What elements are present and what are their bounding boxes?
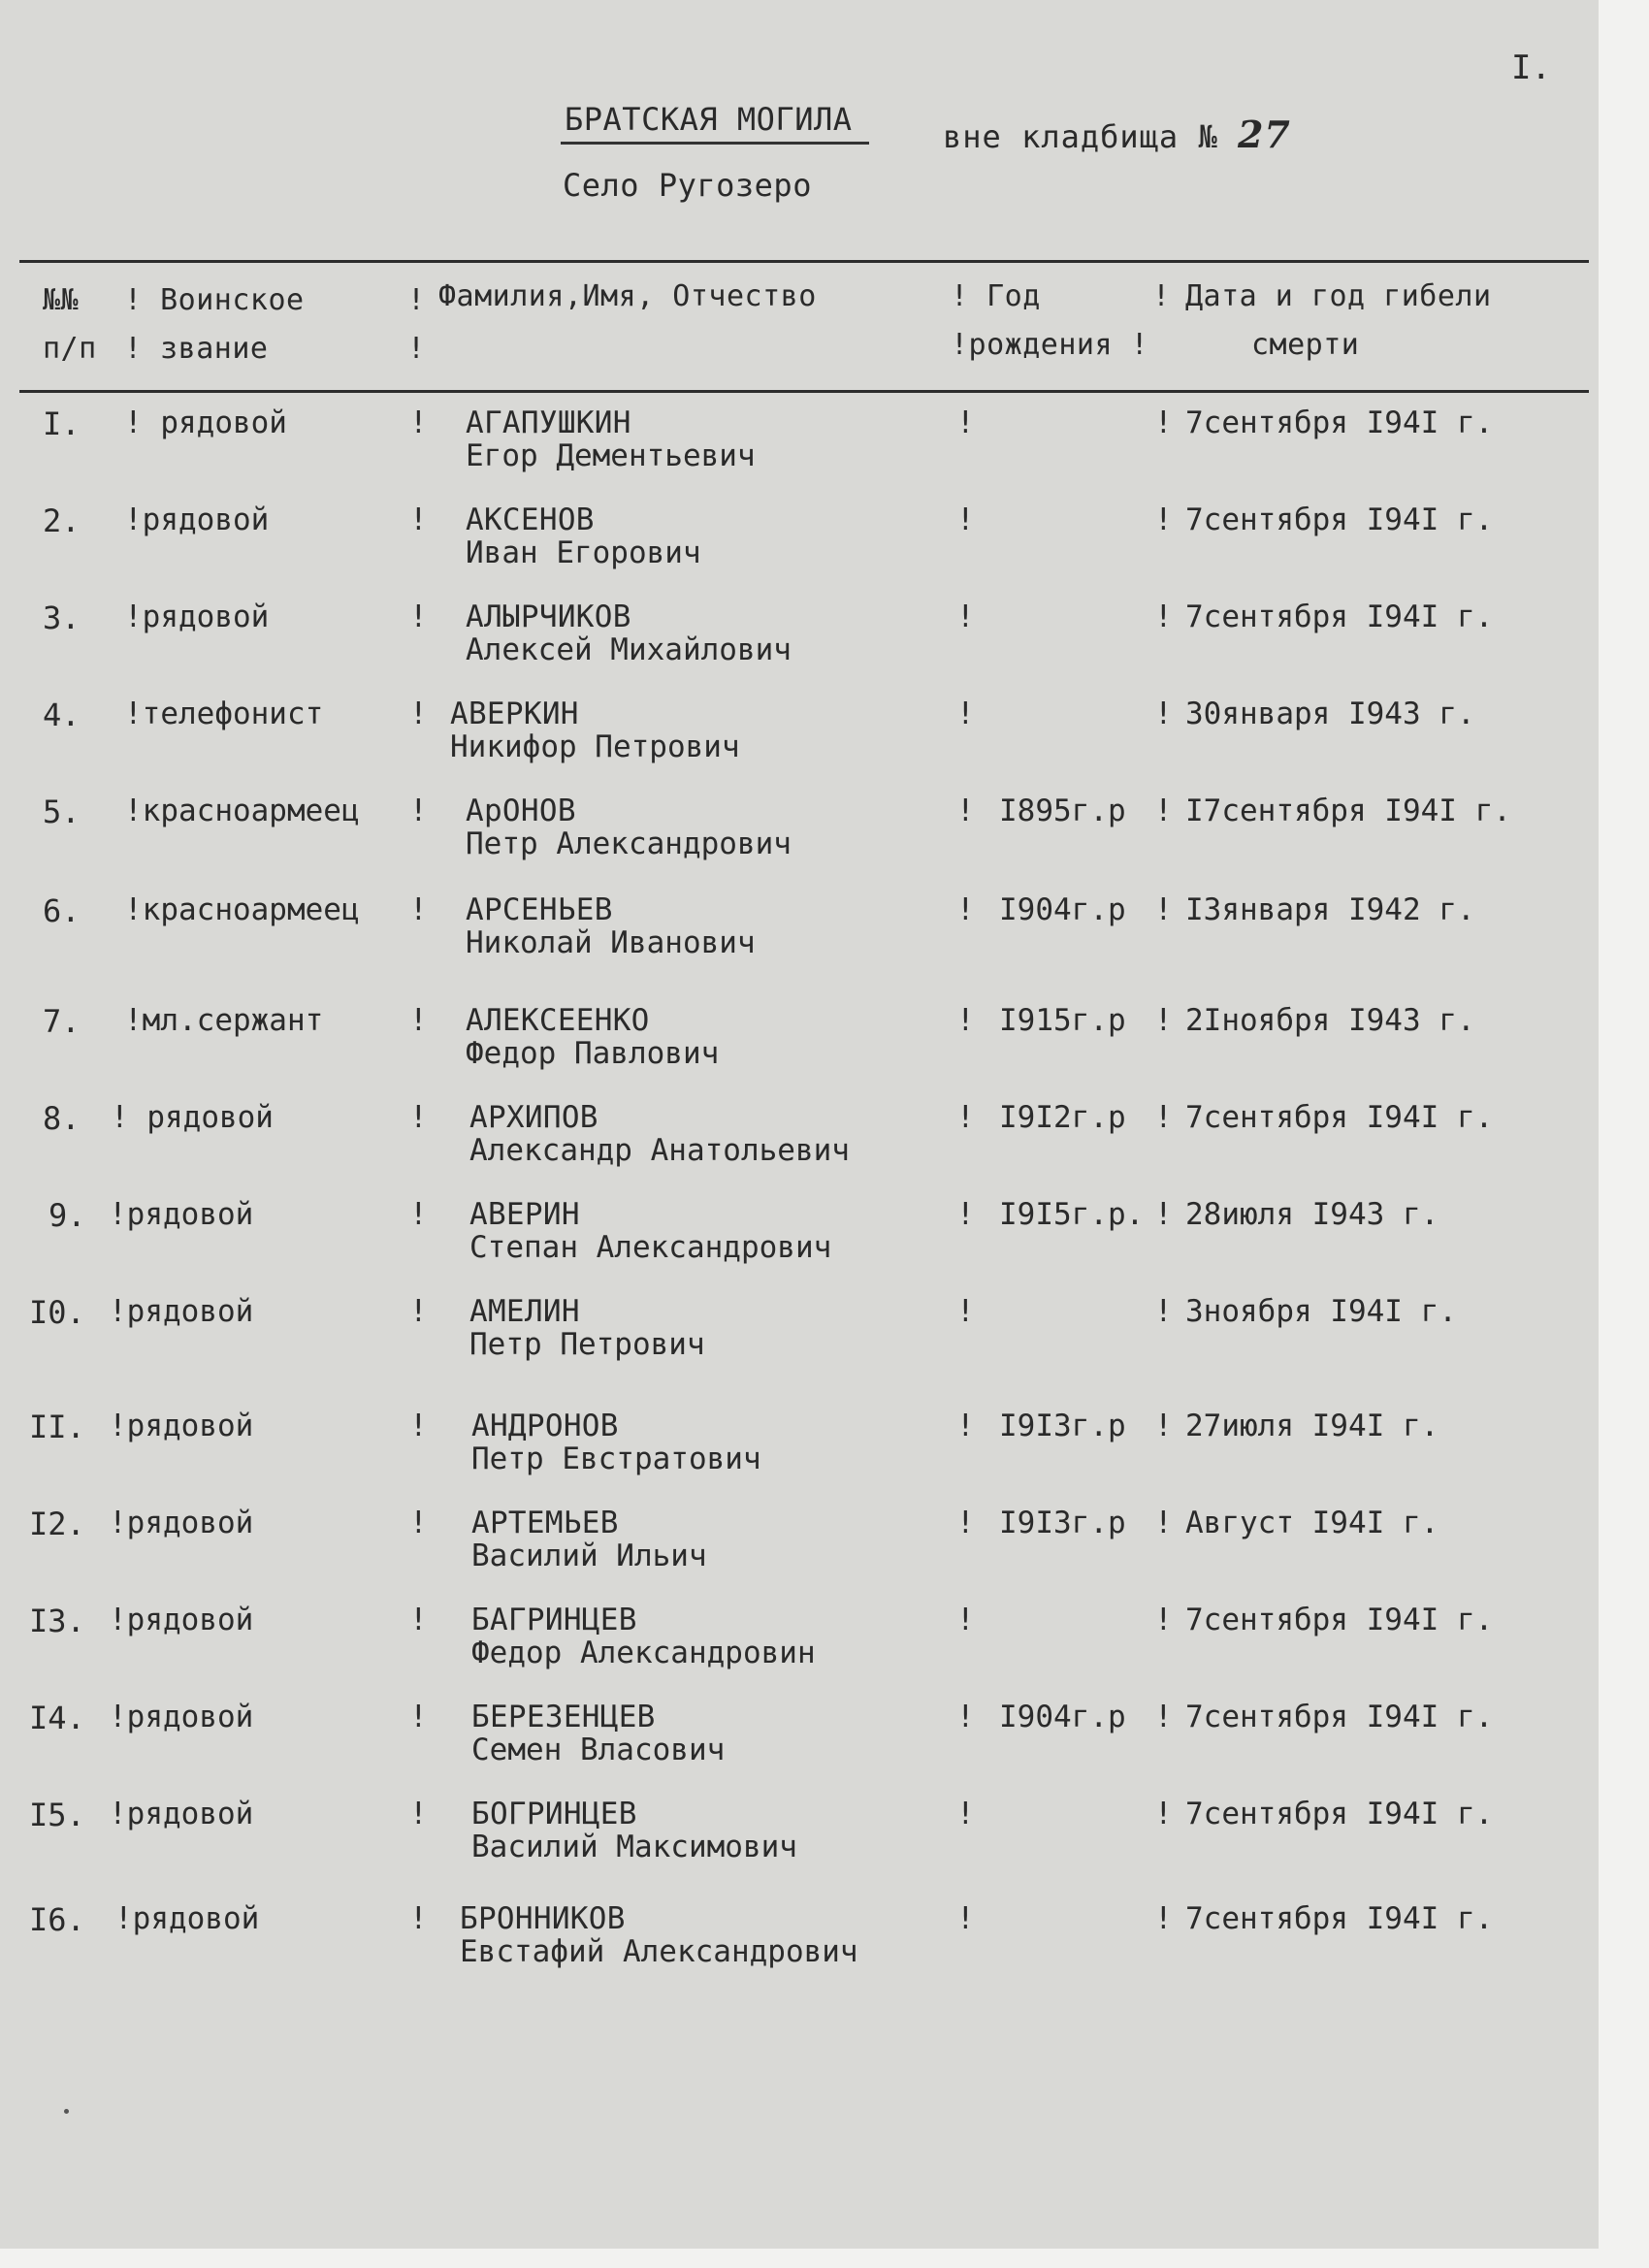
header-death-sep: ! bbox=[1152, 279, 1171, 313]
row-number: 4. bbox=[43, 697, 81, 733]
row-number: 7. bbox=[43, 1003, 81, 1040]
header-rank-line2: ! звание bbox=[124, 332, 269, 366]
row-death-date: 7сентября I94I г. bbox=[1185, 405, 1494, 440]
row-death-date: 7сентября I94I г. bbox=[1185, 502, 1494, 537]
row-separator: ! bbox=[956, 697, 975, 731]
row-separator: ! bbox=[409, 697, 428, 731]
table-row bbox=[0, 1003, 1649, 1092]
row-rank: ! рядовой bbox=[124, 405, 287, 440]
row-separator: ! bbox=[1154, 1294, 1173, 1329]
row-rank: !телефонист bbox=[124, 697, 324, 731]
row-separator: ! bbox=[1154, 1797, 1173, 1831]
header-name: Фамилия,Имя, Отчество bbox=[438, 279, 817, 313]
table-row bbox=[0, 794, 1649, 883]
row-death-date: I7сентября I94I г. bbox=[1185, 794, 1511, 828]
row-rank: !мл.сержант bbox=[124, 1003, 324, 1038]
row-death-date: 7сентября I94I г. bbox=[1185, 1603, 1494, 1637]
row-separator: ! bbox=[409, 1506, 428, 1540]
row-separator: ! bbox=[1154, 1700, 1173, 1734]
village-name: Село Ругозеро bbox=[563, 167, 812, 204]
row-death-date: 7сентября I94I г. bbox=[1185, 599, 1494, 634]
table-row bbox=[0, 1901, 1649, 1991]
row-given-name: Александр Анатольевич bbox=[469, 1133, 850, 1168]
row-death-date: 28июля I943 г. bbox=[1185, 1197, 1439, 1232]
cemetery-number: 27 bbox=[1237, 113, 1291, 156]
table-row bbox=[0, 1197, 1649, 1286]
table-row bbox=[0, 697, 1649, 786]
table-row bbox=[0, 1294, 1649, 1383]
row-surname: АВЕРИН bbox=[469, 1197, 580, 1232]
row-rank: !рядовой bbox=[109, 1797, 254, 1831]
table-row bbox=[0, 405, 1649, 495]
row-given-name: Петр Петрович bbox=[469, 1327, 705, 1362]
row-given-name: Федор Павлович bbox=[466, 1036, 720, 1071]
row-surname: АМЕЛИН bbox=[469, 1294, 580, 1329]
row-separator: ! bbox=[1154, 405, 1173, 440]
table-row bbox=[0, 1797, 1649, 1886]
row-surname: БЕРЕЗЕНЦЕВ bbox=[471, 1700, 656, 1734]
row-separator: ! bbox=[409, 892, 428, 927]
row-separator: ! bbox=[409, 1003, 428, 1038]
row-death-date: 7сентября I94I г. bbox=[1185, 1901, 1494, 1936]
row-number: I0. bbox=[29, 1294, 85, 1331]
header-birth-line2: !рождения ! bbox=[951, 328, 1149, 362]
row-rank: !рядовой bbox=[109, 1603, 254, 1637]
row-separator: ! bbox=[956, 405, 975, 440]
row-number: I5. bbox=[29, 1797, 85, 1833]
row-surname: БАГРИНЦЕВ bbox=[471, 1603, 637, 1637]
table-row bbox=[0, 502, 1649, 592]
header-num-line2: п/п bbox=[43, 332, 97, 366]
row-separator: ! bbox=[956, 599, 975, 634]
row-separator: ! bbox=[956, 1901, 975, 1936]
table-header-rule bbox=[19, 390, 1589, 393]
row-separator: ! bbox=[956, 1603, 975, 1637]
row-rank: !рядовой bbox=[109, 1197, 254, 1232]
document-title: БРАТСКАЯ МОГИЛА bbox=[565, 101, 853, 138]
row-separator: ! bbox=[1154, 1003, 1173, 1038]
row-rank: ! рядовой bbox=[111, 1100, 274, 1135]
header-num-line1: №№ bbox=[43, 283, 80, 317]
row-separator: ! bbox=[1154, 1506, 1173, 1540]
row-number: I3. bbox=[29, 1603, 85, 1639]
row-separator: ! bbox=[956, 1294, 975, 1329]
page-number: I. bbox=[1511, 49, 1551, 87]
header-rank-line1: ! Воинское bbox=[124, 283, 305, 317]
row-given-name: Степан Александрович bbox=[469, 1230, 832, 1265]
row-separator: ! bbox=[956, 1409, 975, 1443]
row-rank: !рядовой bbox=[124, 599, 270, 634]
row-given-name: Никифор Петрович bbox=[450, 729, 740, 764]
row-rank: !рядовой bbox=[109, 1409, 254, 1443]
row-surname: АВЕРКИН bbox=[450, 697, 579, 731]
row-surname: АЛЫРЧИКОВ bbox=[466, 599, 631, 634]
row-death-date: 30января I943 г. bbox=[1185, 697, 1475, 731]
row-rank: !красноармеец bbox=[124, 892, 360, 927]
row-separator: ! bbox=[409, 1100, 428, 1135]
table-row bbox=[0, 599, 1649, 689]
row-given-name: Петр Евстратович bbox=[471, 1442, 761, 1476]
table-row bbox=[0, 1700, 1649, 1789]
row-separator: ! bbox=[1154, 1197, 1173, 1232]
cemetery-label bbox=[943, 113, 1291, 156]
row-rank: !красноармеец bbox=[124, 794, 360, 828]
row-number: 6. bbox=[43, 892, 81, 929]
title-underline bbox=[561, 142, 869, 145]
row-birth-year: I9I5г.р. bbox=[999, 1197, 1145, 1232]
cemetery-label-text: вне кладбища № bbox=[943, 118, 1218, 155]
row-death-date: 7сентября I94I г. bbox=[1185, 1100, 1494, 1135]
row-given-name: Федор Александровин bbox=[471, 1636, 816, 1670]
row-birth-year: I904г.р bbox=[999, 1700, 1126, 1734]
row-given-name: Алексей Михайлович bbox=[466, 632, 792, 667]
header-death-line2: смерти bbox=[1251, 328, 1360, 362]
row-number: 2. bbox=[43, 502, 81, 539]
row-separator: ! bbox=[409, 1901, 428, 1936]
row-birth-year: I9I3г.р bbox=[999, 1506, 1126, 1540]
row-separator: ! bbox=[1154, 1100, 1173, 1135]
row-given-name: Егор Дементьевич bbox=[466, 438, 756, 473]
row-number: II. bbox=[29, 1409, 85, 1445]
row-birth-year: I904г.р bbox=[999, 892, 1126, 927]
row-separator: ! bbox=[409, 1603, 428, 1637]
row-death-date: 27июля I94I г. bbox=[1185, 1409, 1439, 1443]
row-separator: ! bbox=[1154, 892, 1173, 927]
table-row bbox=[0, 1506, 1649, 1595]
row-rank: !рядовой bbox=[124, 502, 270, 537]
row-separator: ! bbox=[409, 1409, 428, 1443]
row-separator: ! bbox=[409, 599, 428, 634]
header-name-sep2: ! bbox=[407, 332, 426, 366]
header-death-line1: Дата и год гибели bbox=[1185, 279, 1492, 313]
row-death-date: 3ноября I94I г. bbox=[1185, 1294, 1457, 1329]
row-number: I. bbox=[43, 405, 81, 442]
row-surname: АЛЕКСЕЕНКО bbox=[466, 1003, 650, 1038]
row-separator: ! bbox=[409, 1700, 428, 1734]
row-birth-year: I9I3г.р bbox=[999, 1409, 1126, 1443]
row-separator: ! bbox=[1154, 1901, 1173, 1936]
row-birth-year: I895г.р bbox=[999, 794, 1126, 828]
row-surname: АРХИПОВ bbox=[469, 1100, 598, 1135]
row-surname: АКСЕНОВ bbox=[466, 502, 595, 537]
row-death-date: 7сентября I94I г. bbox=[1185, 1700, 1494, 1734]
row-number: I4. bbox=[29, 1700, 85, 1736]
row-surname: БРОННИКОВ bbox=[460, 1901, 626, 1936]
row-given-name: Николай Иванович bbox=[466, 925, 756, 960]
row-separator: ! bbox=[409, 1294, 428, 1329]
row-surname: АрОНОВ bbox=[466, 794, 576, 828]
row-birth-year: I9I2г.р bbox=[999, 1100, 1126, 1135]
row-number: 8. bbox=[43, 1100, 81, 1137]
row-separator: ! bbox=[956, 794, 975, 828]
row-number: 9. bbox=[48, 1197, 86, 1234]
row-separator: ! bbox=[956, 1197, 975, 1232]
row-separator: ! bbox=[409, 1797, 428, 1831]
row-given-name: Семен Власович bbox=[471, 1733, 726, 1767]
row-separator: ! bbox=[409, 1197, 428, 1232]
table-top-rule bbox=[19, 260, 1589, 263]
row-separator: ! bbox=[1154, 697, 1173, 731]
row-surname: АРСЕНЬЕВ bbox=[466, 892, 613, 927]
row-separator: ! bbox=[409, 405, 428, 440]
row-surname: АРТЕМЬЕВ bbox=[471, 1506, 619, 1540]
table-row bbox=[0, 1409, 1649, 1498]
row-death-date: 2Iноября I943 г. bbox=[1185, 1003, 1475, 1038]
row-separator: ! bbox=[1154, 502, 1173, 537]
row-rank: !рядовой bbox=[109, 1700, 254, 1734]
row-surname: АНДРОНОВ bbox=[471, 1409, 619, 1443]
row-given-name: Василий Максимович bbox=[471, 1830, 797, 1864]
row-separator: ! bbox=[956, 1797, 975, 1831]
row-separator: ! bbox=[1154, 1603, 1173, 1637]
paper-mark bbox=[64, 2109, 69, 2114]
table-row bbox=[0, 892, 1649, 982]
row-given-name: Петр Александрович bbox=[466, 826, 792, 861]
row-separator: ! bbox=[956, 892, 975, 927]
row-given-name: Василий Ильич bbox=[471, 1539, 707, 1573]
row-separator: ! bbox=[956, 502, 975, 537]
row-birth-year: I915г.р bbox=[999, 1003, 1126, 1038]
row-separator: ! bbox=[956, 1700, 975, 1734]
row-separator: ! bbox=[956, 1100, 975, 1135]
row-separator: ! bbox=[1154, 599, 1173, 634]
row-separator: ! bbox=[956, 1003, 975, 1038]
row-given-name: Иван Егорович bbox=[466, 535, 701, 570]
row-separator: ! bbox=[409, 502, 428, 537]
row-number: I2. bbox=[29, 1506, 85, 1542]
row-separator: ! bbox=[409, 794, 428, 828]
row-separator: ! bbox=[1154, 794, 1173, 828]
row-number: 5. bbox=[43, 794, 81, 830]
row-number: I6. bbox=[29, 1901, 85, 1938]
row-death-date: Август I94I г. bbox=[1185, 1506, 1439, 1540]
row-rank: !рядовой bbox=[109, 1506, 254, 1540]
row-death-date: I3января I942 г. bbox=[1185, 892, 1475, 927]
row-separator: ! bbox=[1154, 1409, 1173, 1443]
table-row bbox=[0, 1603, 1649, 1692]
row-death-date: 7сентября I94I г. bbox=[1185, 1797, 1494, 1831]
row-rank: !рядовой bbox=[114, 1901, 260, 1936]
row-number: 3. bbox=[43, 599, 81, 636]
row-surname: АГАПУШКИН bbox=[466, 405, 631, 440]
header-name-sep1: ! bbox=[407, 283, 426, 317]
header-birth-line1: ! Год bbox=[951, 279, 1041, 313]
row-surname: БОГРИНЦЕВ bbox=[471, 1797, 637, 1831]
table-row bbox=[0, 1100, 1649, 1189]
row-given-name: Евстафий Александрович bbox=[460, 1934, 858, 1969]
row-separator: ! bbox=[956, 1506, 975, 1540]
row-rank: !рядовой bbox=[109, 1294, 254, 1329]
